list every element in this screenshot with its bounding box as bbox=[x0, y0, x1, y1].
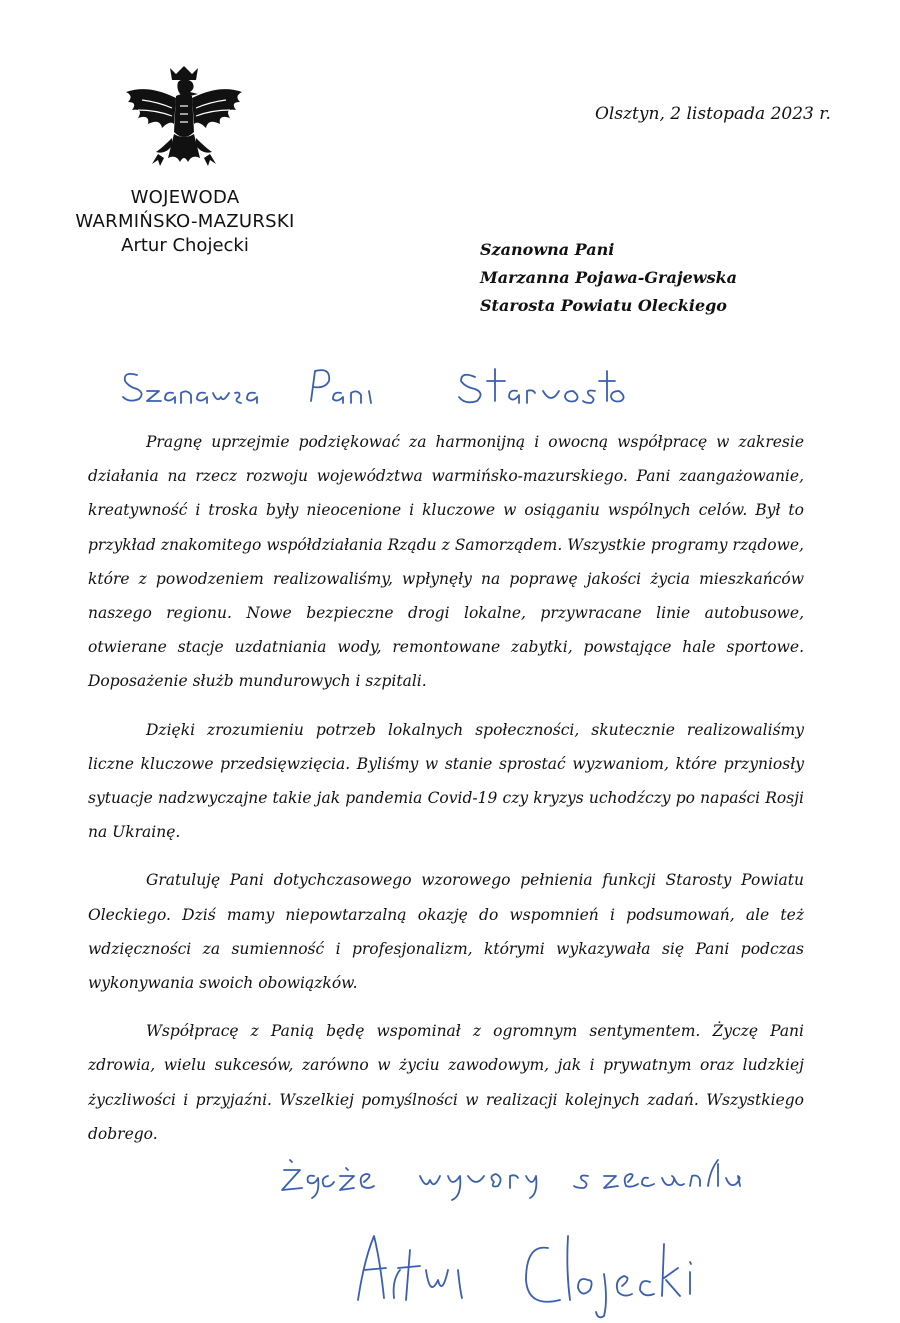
letter-date: Olsztyn, 2 listopada 2023 r. bbox=[595, 104, 831, 124]
office-header bbox=[40, 186, 330, 258]
letter-body bbox=[88, 425, 804, 1165]
body-paragraph: Współpracę z Panią będę wspominał z ogromnym sentymentem. Życzę Pani zdrowia, wielu sukcesów, zarówno w życiu zawodowym, jak i prywatnym oraz ludzkiej życzliwości i przyjaźni. Wszelkiej pomyślności w realizacji kolejnych zadań. Wszystkiego dobrego. bbox=[88, 1022, 804, 1143]
body-paragraph: Pragnę uprzejmie podziękować za harmonijną i owocną współpracę w zakresie działania na rzecz rozwoju województwa warmińsko-mazurskiego. Pani zaangażowanie, kreatywność i troska były nieocenione i kluczowe w osiąganiu wspólnych celów. Był to przykład znakomitego współdziałania Rządu z Samorządem. Wszystkie programy rządowe, które z powodzeniem realizowaliśmy, wpłynęły na poprawę jakości życia mieszkańców naszego regionu. Nowe bezpieczne drogi lokalne, przywracane linie autobusowe, otwierane stacje uzdatniania wody, remontowane zabytki, powstające hale sportowe. Doposażenie służb mundurowych i szpitali. bbox=[88, 433, 804, 691]
office-holder-name: Artur Chojecki bbox=[121, 235, 249, 256]
office-title: WOJEWODA bbox=[130, 187, 240, 208]
recipient-name: Marzanna Pojawa-Grajewska bbox=[480, 268, 738, 287]
recipient-block bbox=[480, 236, 737, 320]
body-paragraph: Gratuluję Pani dotychczasowego wzorowego pełnienia funkcji Starosty Powiatu Oleckiego. Dziś mamy niepowtarzalną okazję do wspomnień i podsumowań, ale też wdzięczności za sumienność i profesjonalizm, którymi wykazywała się Pani podczas wykonywania swoich obowiązków. bbox=[88, 871, 804, 993]
recipient-title: Starosta Powiatu Oleckiego bbox=[480, 296, 727, 315]
recipient-salutation: Szanowna Pani bbox=[480, 240, 615, 259]
polish-eagle-emblem bbox=[118, 62, 250, 182]
handwritten-salutation bbox=[115, 357, 625, 417]
office-region: WARMIŃSKO-MAZURSKI bbox=[75, 211, 295, 232]
body-paragraph: Dzięki zrozumieniu potrzeb lokalnych społeczności, skutecznie realizowaliśmy liczne kluczowe przedsięwzięcia. Byliśmy w stanie sprostać wyzwaniom, które przyniosły sytuacje nadzwyczajne takie jak pandemia Covid-19 czy kryzys uchodźczy po napaści Rosji na Ukrainę. bbox=[88, 720, 804, 842]
handwritten-closing-and-signature bbox=[270, 1140, 790, 1320]
